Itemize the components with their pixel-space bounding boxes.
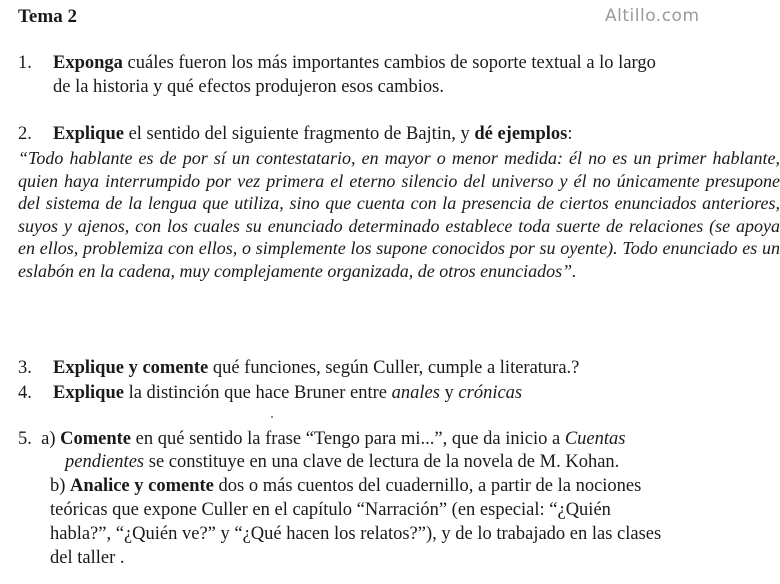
instruction-verb: Exponga — [53, 53, 123, 73]
instruction-verb: Analice y comente — [70, 476, 214, 496]
question-text: se constituye en una clave de lectura de la novela de M. Kohan. — [144, 452, 620, 472]
question-4 — [18, 382, 522, 404]
question-5b — [50, 475, 641, 497]
question-5a — [18, 428, 625, 450]
question-text: en qué sentido la frase “Tengo para mi...”, que da inicio a — [131, 429, 565, 449]
book-title-part2: pendientes — [65, 452, 145, 472]
term-anales: anales — [391, 383, 440, 403]
question-5b-line2: teóricas que expone Culler en el capítulo “Narración” (en especial: “¿Quién — [50, 500, 611, 520]
instruction-verb: Comente — [60, 429, 132, 449]
question-3 — [18, 357, 579, 379]
question-1 — [18, 52, 656, 74]
question-5b-line3: habla?”, “¿Quién ve?” y “¿Qué hacen los relatos?”), y de lo trabajado en las clases — [50, 524, 662, 544]
question-text: cuáles fueron los más importantes cambios de soporte textual a lo largo — [122, 53, 656, 73]
instruction-verb: Explique — [53, 383, 124, 403]
question-5a-continued — [65, 451, 619, 473]
question-5b-line4: del taller . — [50, 548, 125, 568]
question-text: el sentido del siguiente fragmento de Bajtin, y — [123, 124, 475, 144]
question-text-colon: : — [567, 124, 573, 144]
question-number: 2. — [18, 124, 32, 144]
bajtin-quote: “Todo hablante es de por sí un contestatario, en mayor o menor medida: él no es un primer hablante, quien haya interrumpido por vez primera el eterno silencio del universo y él no únicamente presupone del sistema de la lengua que utiliza, sino que cuenta con la presencia de ciertos enunciados anteriores, suyos y ajenos, con los cuales su enunciado determinado establece toda suerte de relaciones (se apoya en ellos, problemiza con ellos, o simplemente los supone conocidos por su oyente). Todo enunciado es un eslabón en la cadena, muy complejamente organizada, de otros enunciados”. — [18, 148, 780, 281]
instruction-verb: Explique — [53, 124, 124, 144]
subquestion-label-a: a) — [41, 429, 61, 449]
instruction-emphasis: dé ejemplos — [474, 124, 568, 144]
question-number: 5. — [18, 429, 32, 449]
question-text: la distinción que hace Bruner entre — [123, 383, 392, 403]
question-1-continued: de la historia y qué efectos produjeron esos cambios. — [53, 77, 444, 97]
page-title: Tema 2 — [18, 6, 77, 27]
question-text: qué funciones, según Culler, cumple a literatura.? — [208, 358, 580, 378]
term-cronicas: crónicas — [458, 383, 523, 403]
question-text-and: y — [439, 383, 459, 403]
question-number: 4. — [18, 383, 32, 403]
watermark: Altillo.com — [605, 6, 700, 26]
stray-mark — [271, 416, 273, 418]
question-number: 3. — [18, 358, 32, 378]
question-text: dos o más cuentos del cuadernillo, a partir de la nociones — [213, 476, 642, 496]
subquestion-label-b: b) — [50, 476, 71, 496]
book-title-part1: Cuentas — [564, 429, 626, 449]
instruction-verb: Explique y comente — [53, 358, 209, 378]
question-2 — [18, 123, 572, 145]
question-number: 1. — [18, 53, 32, 73]
